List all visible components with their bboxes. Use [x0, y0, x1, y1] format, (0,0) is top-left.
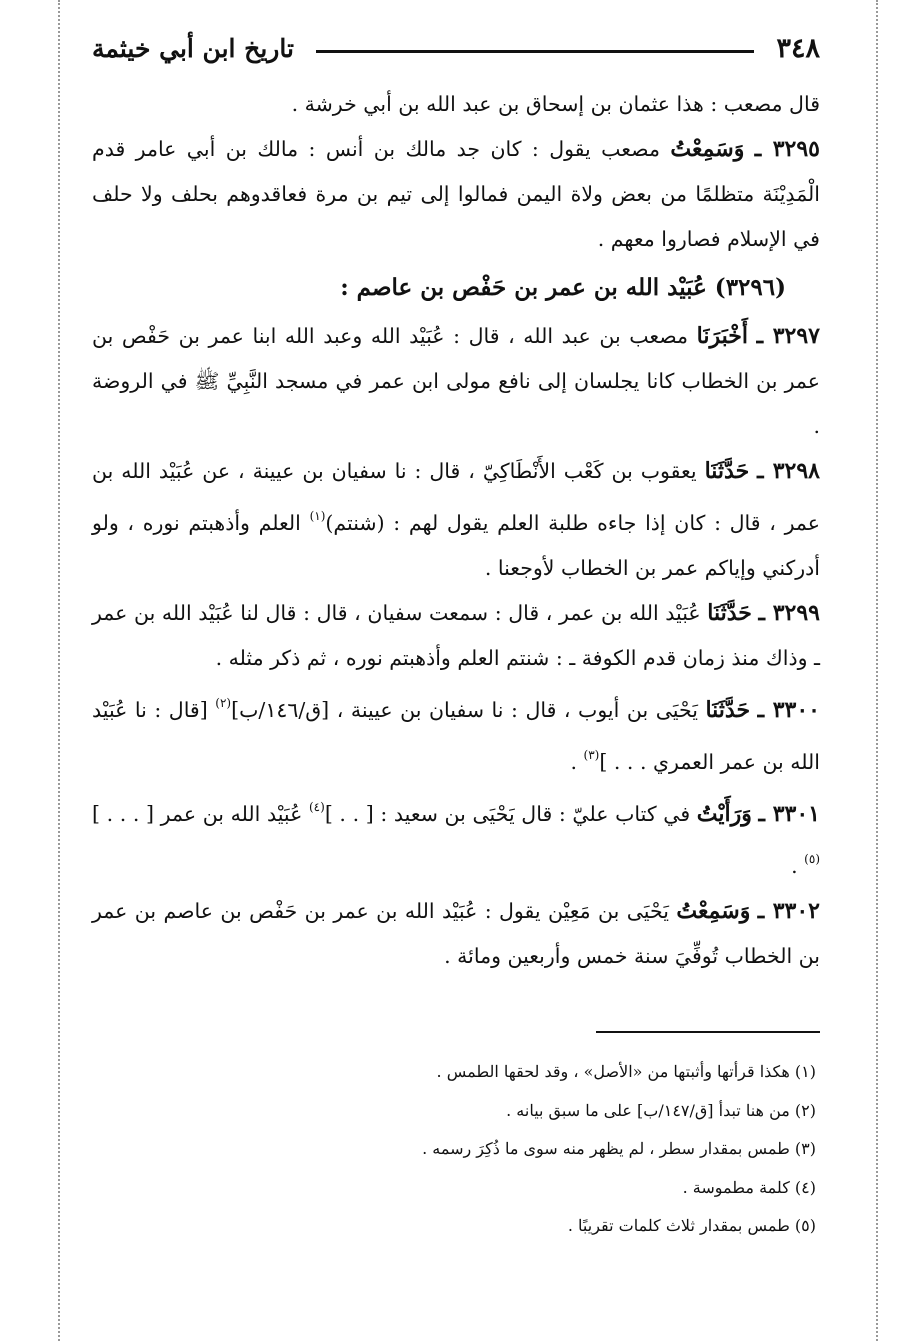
- page-number: ٣٤٨: [776, 32, 820, 64]
- narration-lead: وَسَمِعْتُ: [670, 136, 745, 162]
- narration-lead: أَخْبَرَنَا: [696, 323, 748, 349]
- paragraph-number: ٣٢٩٧ ـ: [756, 323, 820, 349]
- scan-margin-dots-right: [876, 0, 878, 1341]
- paragraph-number: ٣٣٠٢ ـ: [757, 898, 820, 924]
- footnote-separator: [596, 1031, 820, 1033]
- footnote-marker: (٣): [583, 748, 600, 762]
- paragraph-text: [قال : نا عُبَيْد الله بن عمر العمري . . . ]: [92, 698, 820, 774]
- paragraph-3299: [92, 591, 820, 681]
- paragraph-text: مصعب بن عبد الله ، قال : عُبَيْد الله وعبد الله ابنا عمر بن حَفْص بن عمر بن الخطاب كانا يجلسان إلى نافع مولى ابن عمر في مسجد النَّبِيِّ ﷺ في الروضة .: [92, 324, 820, 438]
- paragraph-3295: [92, 127, 820, 262]
- page-header: [92, 22, 820, 74]
- paragraph-number: ٣٢٩٨ ـ: [757, 458, 820, 484]
- narration-lead: وَرَأَيْتُ: [696, 801, 752, 827]
- footnote: (٥) طمس بمقدار ثلاث كلمات تقريبًا .: [567, 1216, 816, 1235]
- scan-margin-dots-left: [58, 0, 60, 1341]
- paragraph-text: في كتاب عليّ : قال يَحْيَى بن سعيد : [ . . ]: [324, 802, 691, 826]
- book-title: تاريخ ابن أبي خيثمة: [92, 33, 294, 63]
- narration-lead: حَدَّثَنَا: [705, 697, 751, 723]
- paragraph-text: قال مصعب : هذا عثمان بن إسحاق بن عبد الله بن أبي خرشة .: [291, 92, 820, 116]
- narration-lead: حَدَّثَنَا: [704, 458, 750, 484]
- paragraph-number: ٣٢٩٩ ـ: [758, 600, 820, 626]
- footnote-marker: (١): [309, 509, 326, 523]
- paragraph-3301: [92, 785, 820, 889]
- footnotes: [92, 1053, 820, 1246]
- footnote: (٣) طمس بمقدار سطر ، لم يظهر منه سوى ما ذُكِرَ رسمه .: [422, 1139, 816, 1158]
- paragraph-text: .: [570, 750, 584, 774]
- header-rule: [316, 50, 755, 53]
- paragraph-text: مصعب يقول : كان جد مالك بن أنس : مالك بن أبي عامر قدم الْمَدِيْنَة متظلمًا من بعض ولاة اليمن فمالوا إلى تيم بن مرة فعاقدوهم بحلف ولا حلف في الإسلام فصاروا معهم .: [92, 137, 820, 251]
- paragraph-text: عُبَيْد الله بن عمر [ . . . ]: [92, 802, 309, 826]
- paragraph: [92, 82, 820, 127]
- section-heading: (٣٢٩٦) عُبَيْد الله بن عمر بن حَفْص بن عاصم :: [340, 274, 786, 301]
- footnote-marker: (٤): [308, 800, 325, 814]
- footnote-marker: (٥): [804, 852, 820, 866]
- paragraph-number: ٣٣٠١ ـ: [758, 801, 820, 827]
- paragraph-text: يَحْيَى بن أيوب ، قال : نا سفيان بن عيينة ، [ق/١٤٦/ب]: [231, 698, 698, 722]
- paragraph-text: يعقوب بن كَعْب الأَنْطَاكِيّ ، قال : نا سفيان بن عيينة ، عن عُبَيْد الله بن عمر ، قال : كان إذا جاءه طلبة العلم يقول لهم : (شنتم): [92, 459, 821, 535]
- footnote-marker: (٢): [215, 696, 232, 710]
- paragraph-text: .: [791, 854, 805, 878]
- paragraph-text: عُبَيْد الله بن عمر ، قال : سمعت سفيان ، قال : قال لنا عُبَيْد الله بن عمر ـ وذاك منذ زمان قدم الكوفة ـ : شنتم العلم وأذهبتم نوره ، ثم ذكر مثله .: [92, 601, 820, 670]
- book-page: [92, 22, 820, 1246]
- paragraph-3297: [92, 314, 820, 449]
- paragraph-number: ٣٣٠٠ ـ: [757, 697, 820, 723]
- paragraph-text: العلم وأذهبتم نوره ، ولو أدركني وإياكم عمر بن الخطاب لأوجعنا .: [92, 511, 820, 580]
- footnote: (٢) من هنا تبدأ [ق/١٤٧/ب] على ما سبق بيانه .: [506, 1100, 816, 1120]
- footnote: (١) هكذا قرأتها وأثبتها من «الأصل» ، وقد لحقها الطمس .: [436, 1062, 816, 1081]
- footnote: (٤) كلمة مطموسة .: [682, 1177, 816, 1197]
- paragraph-3302: [92, 889, 820, 979]
- paragraph-number: ٣٢٩٥ ـ: [754, 136, 820, 162]
- paragraph-3300: [92, 681, 820, 785]
- narration-lead: وَسَمِعْتُ: [676, 898, 751, 924]
- paragraph-text: يَحْيَى بن مَعِيْن يقول : عُبَيْد الله بن عمر بن حَفْص بن عاصم بن عمر بن الخطاب تُوفِّيَ سنة خمس وأربعين ومائة .: [92, 899, 820, 968]
- narration-lead: حَدَّثَنَا: [707, 600, 752, 626]
- paragraph-3298: [92, 449, 820, 591]
